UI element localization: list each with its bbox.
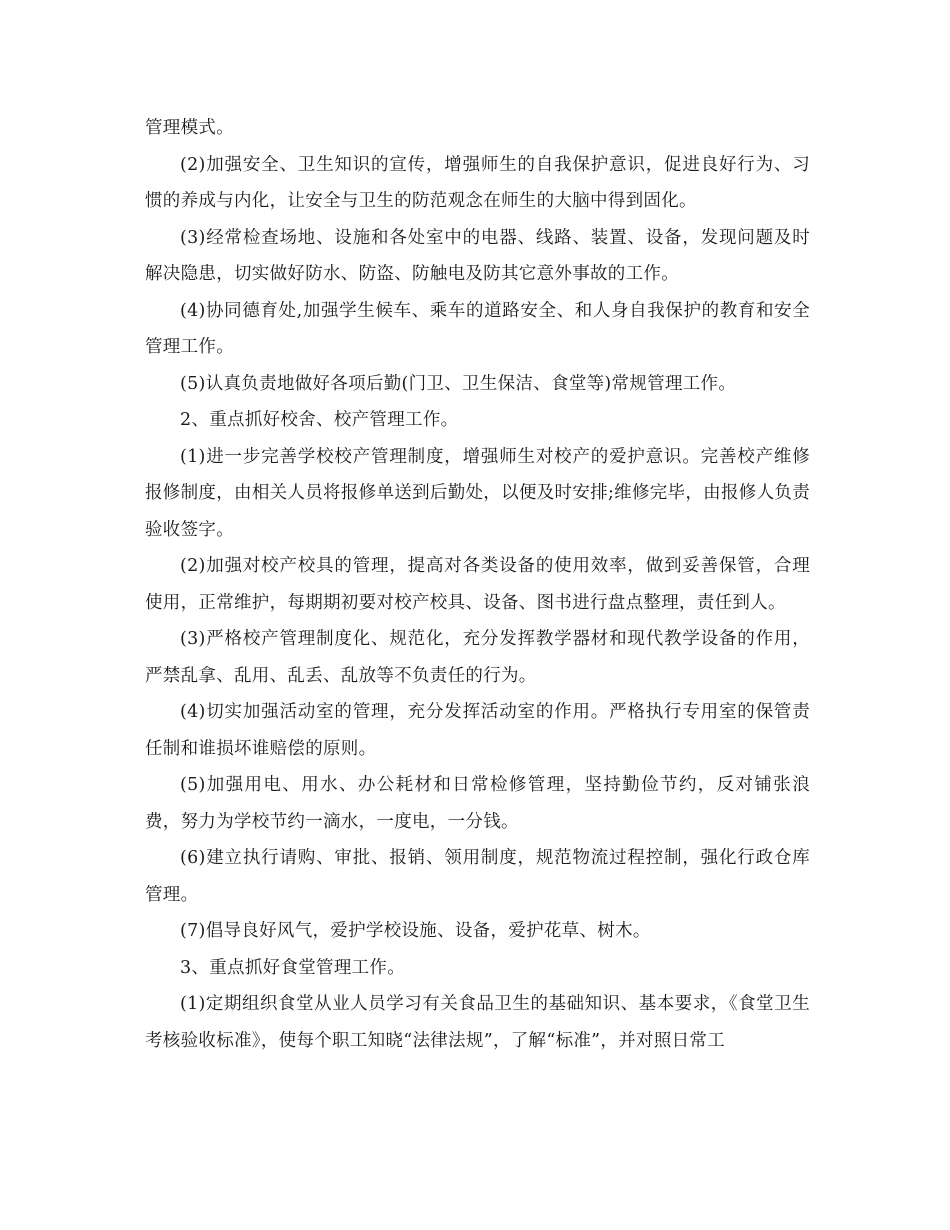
paragraph-item-2-safety-publicity: (2)加强安全、卫生知识的宣传，增强师生的自我保护意识，促进良好行为、习惯的养成与内化，让安全与卫生的防范观念在师生的大脑中得到固化。 (145, 154, 810, 211)
paragraph-item-3-inspection: (3)经常检查场地、设施和各处室中的电器、线路、装置、设备，发现问题及时解决隐患，切实做好防水、防盗、防触电及防其它意外事故的工作。 (145, 227, 810, 284)
paragraph-item-4-road-safety: (4)协同德育处,加强学生候车、乘车的道路安全、和人身自我保护的教育和安全管理工作。 (145, 300, 810, 357)
paragraph-property-3: (3)严格校产管理制度化、规范化，充分发挥教学器材和现代教学设备的作用，严禁乱拿、乱用、乱丢、乱放等不负责任的行为。 (145, 629, 810, 686)
paragraph-property-4: (4)切实加强活动室的管理，充分发挥活动室的作用。严格执行专用室的保管责任制和谁损坏谁赔偿的原则。 (145, 702, 810, 759)
paragraph-property-6: (6)建立执行请购、审批、报销、领用制度，规范物流过程控制，强化行政仓库管理。 (145, 848, 810, 905)
document-page (145, 110, 810, 1059)
paragraph-property-2: (2)加强对校产校具的管理，提高对各类设备的使用效率，做到妥善保管，合理使用，正常维护，每期期初要对校产校具、设备、图书进行盘点整理，责任到人。 (145, 556, 810, 613)
paragraph-property-5: (5)加强用电、用水、办公耗材和日常检修管理，坚持勤俭节约，反对铺张浪费，努力为学校节约一滴水，一度电，一分钱。 (145, 775, 810, 832)
paragraph-canteen-1: (1)定期组织食堂从业人员学习有关食品卫生的基础知识、基本要求，《食堂卫生考核验收标准》，使每个职工知晓“法律法规”，了解“标准”，并对照日常工 (145, 994, 810, 1051)
paragraph-item-5-logistics: (5)认真负责地做好各项后勤(门卫、卫生保洁、食堂等)常规管理工作。 (180, 373, 737, 394)
section-heading-3: 3、重点抓好食堂管理工作。 (180, 957, 406, 978)
paragraph-property-7: (7)倡导良好风气，爱护学校设施、设备，爱护花草、树木。 (180, 921, 651, 941)
paragraph-property-1: (1)进一步完善学校校产管理制度，增强师生对校产的爱护意识。完善校产维修报修制度，由相关人员将报修单送到后勤处，以便及时安排;维修完毕，由报修人负责验收签字。 (145, 446, 810, 540)
paragraph-continuation: 管理模式。 (145, 118, 234, 138)
section-heading-2: 2、重点抓好校舍、校产管理工作。 (180, 410, 459, 430)
